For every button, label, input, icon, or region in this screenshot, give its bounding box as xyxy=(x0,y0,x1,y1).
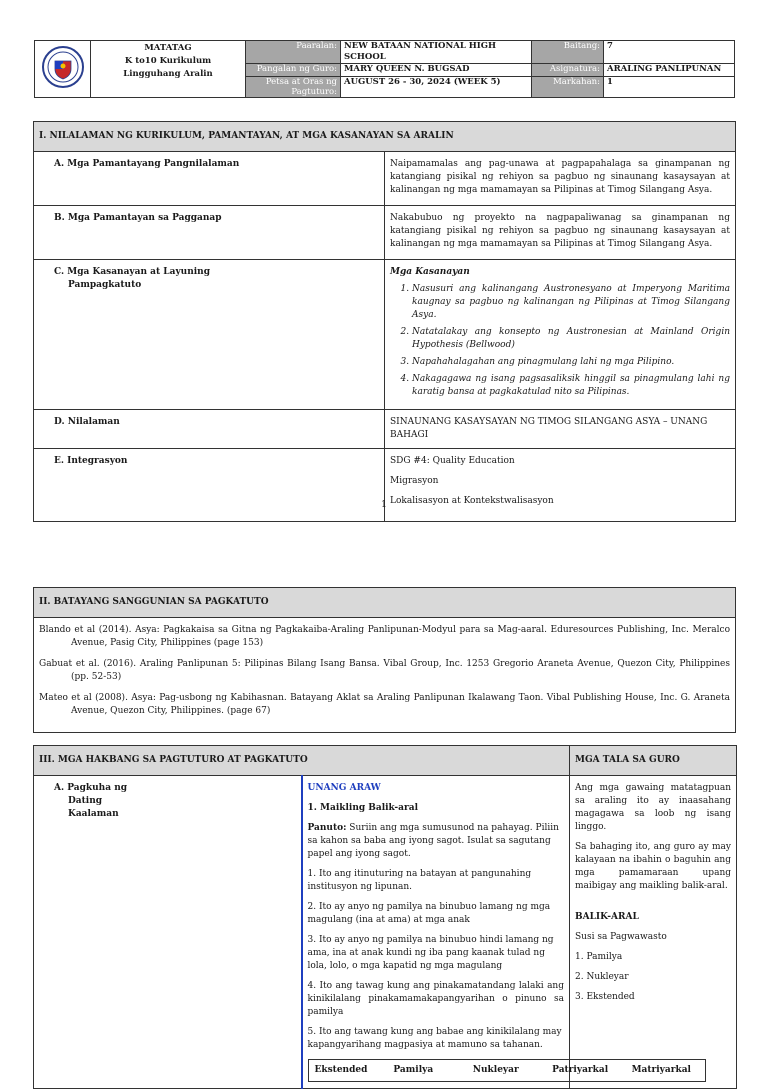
choice-option: Ekstended xyxy=(314,1065,368,1075)
instructions: Panuto: Suriin ang mga sumusunod na pahayag. Piliin sa kahon sa baba ang iyong sagot. Isulat sa sagutang papel ang iyong sagot. xyxy=(307,823,559,859)
school-value: NEW BATAAN NATIONAL HIGH SCHOOL xyxy=(341,41,532,64)
references-list xyxy=(34,618,736,733)
grade-value: 7 xyxy=(604,41,735,64)
references-section xyxy=(33,587,736,733)
competencies-content xyxy=(385,260,736,410)
quarter-label: Markahan: xyxy=(532,77,604,98)
question-item: 1. Ito ang itinuturing na batayan at pangunahing institusyon ng lipunan. xyxy=(307,869,532,892)
list-item: 3. Napahahalagahan ang pinagmulang lahi ng mga Pilipino. xyxy=(412,356,730,369)
question-item: 2. Ito ay anyo ng pamilya na binubuo lamang ng mga magulang (ina at ama) at mga anak xyxy=(307,902,551,925)
competencies-label: C. Mga Kasanayan at Layuning Pampagkatuto xyxy=(34,260,385,410)
subject-value: ARALING PANLIPUNAN xyxy=(604,64,735,77)
deped-seal xyxy=(35,41,91,98)
teacher-notes xyxy=(570,776,737,1089)
content-standards-text: Naipamamalas ang pag-unawa at pagpapahalaga sa ginampanan ng katangiang pisikal ng rehiyon sa pagbuo ng sinaunang kasaysayan at kalinangan ng mga mamamayan sa Pilipinas at Timog Silangang Asya. xyxy=(385,152,736,206)
prior-knowledge-label: A. Pagkuha ng Dating Kaalaman xyxy=(34,776,302,1089)
answer-item: 1. Pamilya xyxy=(575,952,623,962)
list-item: 4. Nakagagawa ng isang pagsasaliksik hinggil sa pinagmulang lahi ng karatig bansa at pagkakatulad nito sa Pilipinas. xyxy=(412,373,730,399)
question-item: 3. Ito ay anyo ng pamilya na binubuo hindi lamang ng ama, ina at anak kundi ng iba pang kaanak tulad ng lola, lolo, o mga kapatid ng mga magulang xyxy=(307,935,554,971)
teacher-value: MARY QUEEN N. BUGSAD xyxy=(341,64,532,77)
integration-line: Lokalisasyon at Kontekstwalisasyon xyxy=(390,496,554,506)
competencies-list xyxy=(390,283,730,399)
integration-content xyxy=(385,449,736,522)
teaching-steps-section xyxy=(33,745,737,1089)
choice-option: Pamilya xyxy=(393,1065,434,1075)
list-item: 1. Nasusuri ang kalinangang Austronesyano at Imperyong Maritima kaugnay sa pagbuo ng kalinangan ng Pilipinas at Timog Silangang Asya. xyxy=(412,283,730,322)
answer-item: 3. Ekstended xyxy=(575,992,635,1002)
lesson-title: MATATAG K to10 Kurikulum Lingguhang Aralin xyxy=(91,41,246,98)
section2-heading: II. BATAYANG SANGGUNIAN SA PAGKATUTO xyxy=(34,588,736,618)
grade-label: Baitang: xyxy=(532,41,604,64)
curriculum-section xyxy=(33,121,736,522)
activity-subheading: 1. Maikling Balik-aral xyxy=(307,803,418,813)
notes-review-heading: BALIK-ARAL xyxy=(575,912,639,922)
integration-label: E. Integrasyon xyxy=(34,449,385,522)
subject-label: Asignatura: xyxy=(532,64,604,77)
day-label: UNANG ARAW xyxy=(307,783,381,793)
competencies-heading: Mga Kasanayan xyxy=(390,267,470,277)
section3-heading: III. MGA HAKBANG SA PAGTUTURO AT PAGKATUTO xyxy=(34,746,570,776)
reference-item: Mateo et al (2008). Asya: Pag-usbong ng Kabihasnan. Batayang Aklat sa Araling Panlipunan Ikalawang Taon. Vibal Publishing House, Inc. G. Araneta Avenue, Quezon City, Philippines. (page 67) xyxy=(39,693,730,716)
content-label: D. Nilalaman xyxy=(34,410,385,449)
teacher-notes-heading: MGA TALA SA GURO xyxy=(570,746,737,776)
answer-item: 2. Nukleyar xyxy=(575,972,629,982)
section1-heading: I. NILALAMAN NG KURIKULUM, PAMANTAYAN, AT MGA KASANAYAN SA ARALIN xyxy=(34,122,736,152)
date-value: AUGUST 26 - 30, 2024 (WEEK 5) xyxy=(341,77,532,98)
reference-item: Blando et al (2014). Asya: Pagkakaisa sa Gitna ng Pagkakaiba-Araling Panlipunan-Modyul para sa Mag-aaral. Eduresources Publishing, Inc. Meralco Avenue, Pasig City, Philippines (page 153) xyxy=(39,625,730,648)
choice-option: Matriyarkal xyxy=(631,1065,691,1075)
performance-standards-label: B. Mga Pamantayan sa Pagganap xyxy=(34,206,385,260)
answer-key-label: Susi sa Pagwawasto xyxy=(575,932,667,942)
question-item: 5. Ito ang tawang kung ang babae ang kinikilalang may kapangyarihang magpasiya at mamuno sa tahanan. xyxy=(307,1027,562,1050)
integration-line: SDG #4: Quality Education xyxy=(390,456,515,466)
integration-line: Migrasyon xyxy=(390,476,439,486)
deped-seal-icon xyxy=(41,45,85,89)
notes-paragraph: Sa bahaging ito, ang guro ay may kalayaan na ibahin o baguhin ang mga pamamaraan upang maibigay ang maikling balik-aral. xyxy=(575,842,731,891)
choice-option: Nukleyar xyxy=(472,1065,519,1075)
quarter-value: 1 xyxy=(604,77,735,98)
content-standards-label: A. Mga Pamantayang Pangnilalaman xyxy=(34,152,385,206)
question-item: 4. Ito ang tawag kung ang pinakamatandang lalaki ang kinikilalang pinakamamakapangyarihan o pinuno sa pamilya xyxy=(307,981,564,1017)
list-item: 2. Natatalakay ang konsepto ng Austronesian at Mainland Origin Hypothesis (Bellwood) xyxy=(412,326,730,352)
date-label: Petsa at Oras ng Pagtuturo: xyxy=(246,77,341,98)
lesson-header-table xyxy=(34,40,735,98)
notes-paragraph: Ang mga gawaing matatagpuan sa araling ito ay inaasahang magagawa sa loob ng isang linggo. xyxy=(575,783,731,832)
content-text: SINAUNANG KASAYSAYAN NG TIMOG SILANGANG ASYA – UNANG BAHAGI xyxy=(385,410,736,449)
choice-option: Patriyarkal xyxy=(552,1065,609,1075)
reference-item: Gabuat et al. (2016). Araling Panlipunan 5: Pilipinas Bilang Isang Bansa. Vibal Group, Inc. 1253 Gregorio Araneta Avenue, Quezon City, Philippines (pp. 52-53) xyxy=(39,659,730,682)
school-label: Paaralan: xyxy=(246,41,341,64)
page-number: 1 xyxy=(381,500,387,510)
teacher-label: Pangalan ng Guro: xyxy=(246,64,341,77)
performance-standards-text: Nakabubuo ng proyekto na nagpapaliwanag sa ginampanan ng katangiang pisikal ng rehiyon sa pagbuo ng sinaunang kasaysayan at kalinangan ng mga mamamayan sa Pilipinas at Timog Silangang Asya. xyxy=(385,206,736,260)
